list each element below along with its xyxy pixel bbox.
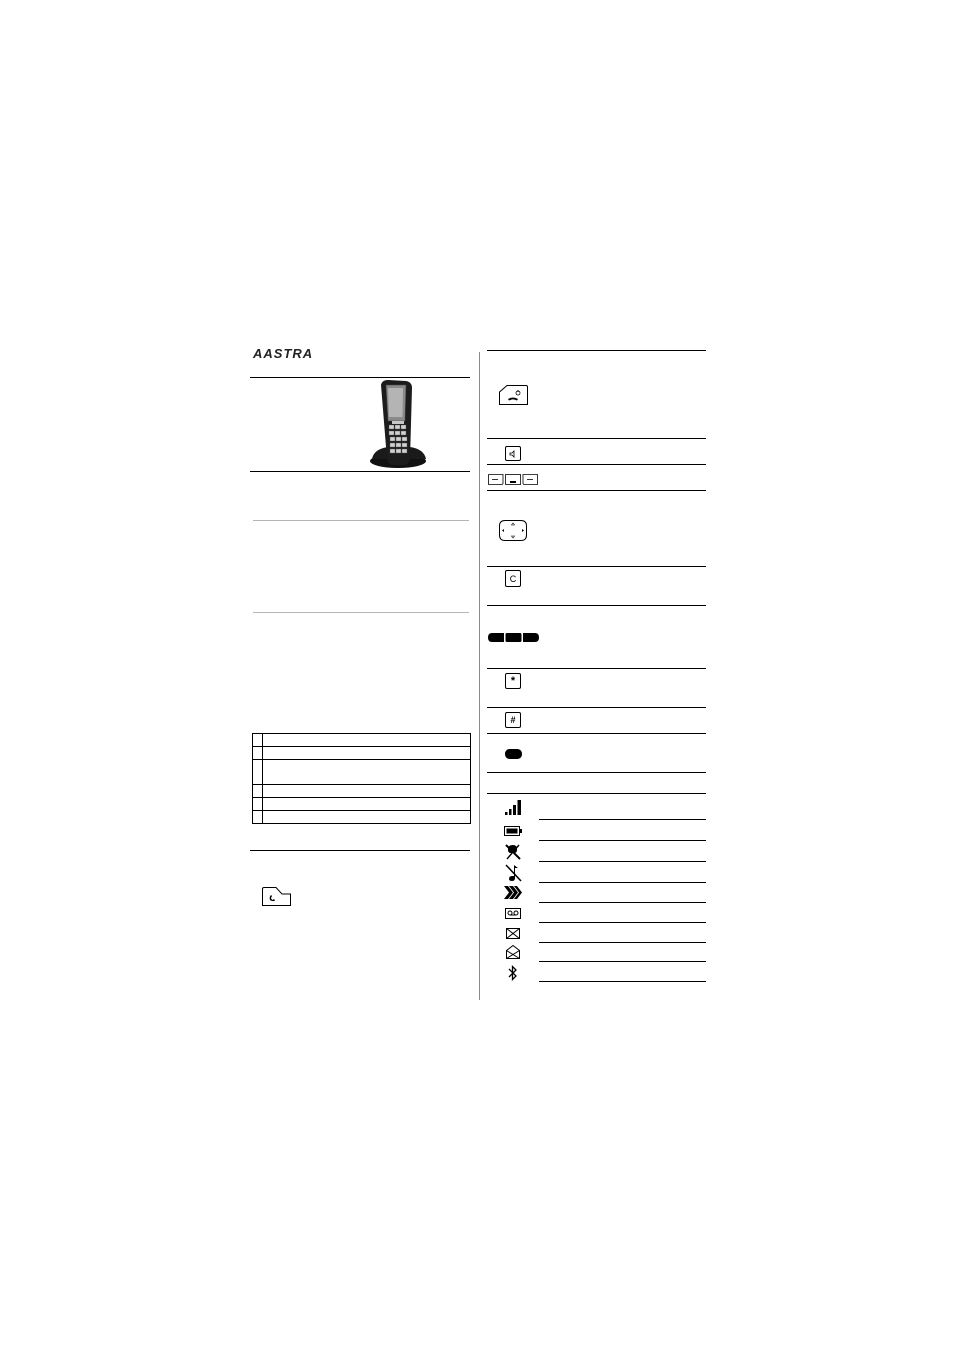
divider — [539, 882, 706, 883]
signal-strength-icon — [505, 800, 522, 815]
speaker-key-icon — [505, 446, 521, 461]
divider — [487, 566, 706, 567]
divider — [487, 350, 706, 351]
message-read-icon — [506, 945, 520, 959]
divider — [487, 605, 706, 606]
hash-key-icon: # — [505, 712, 521, 728]
divider — [487, 490, 706, 491]
divider — [539, 922, 706, 923]
bluetooth-icon — [508, 965, 518, 981]
divider — [539, 861, 706, 862]
voicemail-icon — [505, 908, 521, 919]
call-forwarding-icon — [504, 886, 522, 899]
table-row — [253, 798, 471, 811]
softkeys-icon — [488, 474, 538, 485]
divider — [539, 840, 706, 841]
table-row — [253, 760, 471, 785]
divider — [487, 668, 706, 669]
star-key-icon: * — [505, 673, 521, 689]
handset-in-charger-image — [366, 379, 430, 471]
divider — [487, 772, 706, 773]
hotkeys-icon — [488, 633, 539, 642]
divider — [250, 377, 470, 378]
microphone-off-icon — [504, 843, 522, 861]
table-row — [253, 811, 471, 824]
table-row — [253, 734, 471, 747]
end-call-key-icon — [499, 385, 528, 405]
message-icon — [506, 928, 520, 939]
aastra-logo: AASTRA — [253, 346, 314, 361]
divider — [487, 793, 706, 794]
side-key-icon — [505, 749, 522, 759]
table-row — [253, 785, 471, 798]
divider — [539, 961, 706, 962]
battery-icon — [504, 826, 522, 836]
divider — [487, 707, 706, 708]
divider — [487, 733, 706, 734]
ringer-off-icon — [505, 864, 522, 882]
divider — [539, 819, 706, 820]
divider — [487, 464, 706, 465]
divider — [539, 981, 706, 982]
c-key-icon: C — [505, 570, 521, 587]
divider — [253, 520, 469, 521]
table-row — [253, 747, 471, 760]
divider — [539, 942, 706, 943]
divider — [250, 471, 470, 472]
element-legend-table — [252, 733, 471, 824]
divider — [539, 902, 706, 903]
divider — [250, 850, 470, 851]
column-separator — [479, 352, 480, 1000]
divider — [253, 612, 469, 613]
handset-key-icon — [262, 887, 291, 906]
divider — [487, 438, 706, 439]
navigation-key-icon — [499, 520, 527, 541]
